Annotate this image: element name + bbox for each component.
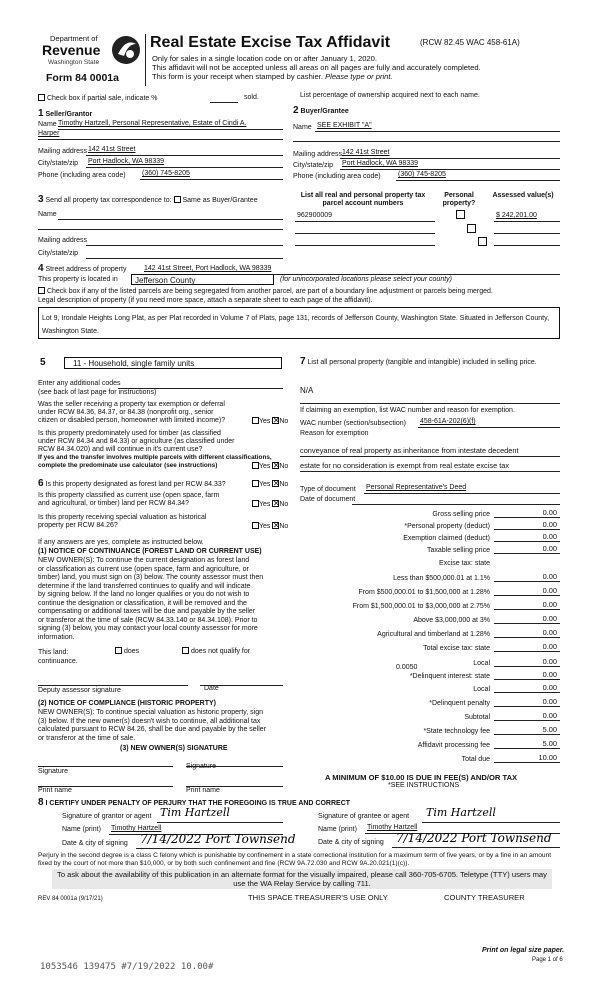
seller-num: 1 <box>38 108 44 119</box>
reason-field-1[interactable]: conveyance of real property as inheritance from intestate decedent <box>300 446 519 455</box>
parcel-col-header: List all real and personal property tax parcel account numbers <box>300 192 426 208</box>
additional-codes-note: (see back of last page for instructions) <box>38 389 157 396</box>
buyer-heading <box>293 105 349 117</box>
wac-number-label: WAC number (section/subsection) <box>300 420 406 427</box>
section3-city-label: City/state/zip <box>38 250 79 257</box>
q2-line-a: Is this property predominately used for timber (as classified <box>38 430 221 437</box>
calc-label: Agricultural and timberland at 1.28% <box>377 631 490 638</box>
additional-codes-label: Enter any additional codes <box>38 380 121 387</box>
perjury-notice: Perjury in the second degree is a class C felony which is punishable by confinement in a state correctional institution for a maximum term of five years, or by a fine in an amount fixed by the court of not more than $10,000, or by both such confinement and fine (RCW 9A.72.030 and RCW 9A.20.021(1)(c)). <box>38 852 552 867</box>
forest-question <box>38 478 226 490</box>
cu-line-b: and agricultural, or timber) land per RCW 84.34? <box>38 500 189 507</box>
seller-city-label: City/state/zip <box>38 160 79 167</box>
forest-no-label: No <box>279 481 289 488</box>
dept-line3: Washington State <box>48 59 100 66</box>
forest-yes-checkbox[interactable] <box>252 480 259 487</box>
p1-line: NEW OWNER(S): To continue the current designation as forest land <box>38 557 250 564</box>
calc-label: Affidavit processing fee <box>417 742 490 749</box>
treasurer-use-label: THIS SPACE TREASURER'S USE ONLY <box>248 893 388 902</box>
does-not-option <box>182 647 250 656</box>
segregated-label: Check box if any of the listed parcels are being segregated from another parcel, are part of a boundary line adjustment or parcels being merged. <box>46 288 493 295</box>
calc-label: Total excise tax: state <box>423 645 490 652</box>
hist-yes-label: Yes <box>259 523 271 530</box>
section3-name-label: Name <box>38 211 57 218</box>
dor-emblem-icon <box>110 34 142 66</box>
partial-sale-label: Check box if partial sale, indicate % <box>46 95 158 102</box>
q1-no-label: No <box>279 418 289 425</box>
section3-num: 3 <box>38 194 44 205</box>
deputy-assessor-label: Deputy assessor signature <box>38 687 121 694</box>
calc-label: Less than $500,000.01 at 1.1% <box>393 575 490 582</box>
calc-value[interactable]: 0.00 <box>542 657 557 666</box>
same-as-buyer-label: Same as Buyer/Grantee <box>182 197 258 204</box>
q1-line-c: citizen or disabled person, homeowner with limited income)? <box>38 417 226 424</box>
buyer-heading-text: Buyer/Grantee <box>300 108 349 115</box>
does-checkbox[interactable] <box>115 647 122 654</box>
p1-line: or classification as current use (open space, farm and agriculture, or <box>38 565 249 573</box>
assessed-value-field[interactable]: $ 242,201.00 <box>496 212 537 219</box>
county-value: Jefferson County <box>135 276 196 285</box>
q1-line-b: under RCW 84.36, 84.37, or 84.38 (nonprofit org., senior <box>38 409 214 416</box>
calc-value[interactable]: 0.00 <box>542 508 557 517</box>
hist-yes-checkbox[interactable] <box>252 522 259 529</box>
p1-line: by signing below. If the land no longer qualifies or you do not wish to <box>38 591 250 598</box>
calc-value[interactable]: 0.00 <box>542 697 557 706</box>
county-treasurer-label: COUNTY TREASURER <box>444 893 525 902</box>
seller-heading <box>38 108 92 120</box>
calc-value[interactable]: 0.00 <box>542 642 557 651</box>
dor-logo <box>38 34 143 86</box>
section3-heading <box>38 194 258 206</box>
buyer-city-field[interactable]: Port Hadlock, WA 98339 <box>342 160 419 167</box>
calc-label: From $500,000.01 to $1,500,000 at 1.28% <box>358 589 490 596</box>
buyer-num: 2 <box>293 105 299 116</box>
new-owner-print-1-label: Print name <box>38 787 72 794</box>
wac-number-field[interactable]: 458-61A-202(6)(f) <box>420 418 476 425</box>
calc-label: Gross selling price <box>432 511 490 518</box>
cu-no-checkbox[interactable] <box>272 500 279 507</box>
calc-value[interactable]: 0.00 <box>542 614 557 623</box>
assessed-col-header: Assessed value(s) <box>492 192 554 199</box>
current-use-question <box>38 492 219 508</box>
forest-question-text: Is this property designated as forest land per RCW 84.33? <box>45 481 226 488</box>
this-land-label: This land: <box>38 649 69 656</box>
does-not-checkbox[interactable] <box>182 647 189 654</box>
seller-city-field[interactable]: Port Hadlock, WA 98339 <box>88 158 165 165</box>
seller-phone-label: Phone (including area code) <box>38 172 126 179</box>
grantee-date-label: Date & city of signing <box>318 839 384 846</box>
hist-no-label: No <box>279 523 289 530</box>
sold-label: sold. <box>244 94 259 101</box>
dept-line1: Department of <box>50 34 98 43</box>
grantor-signature-label: Signature of grantor or agent <box>62 813 152 820</box>
personal-col-header: Personal property? <box>442 192 476 208</box>
calc-value[interactable]: 0.00 <box>542 520 557 529</box>
calc-label: *Delinquent penalty <box>429 700 490 707</box>
recording-stamp: 1053546 139475 #7/19/2022 10.00# <box>40 962 214 972</box>
calc-label: *State technology fee <box>423 728 490 735</box>
grantee-name-label: Name (print) <box>318 826 357 833</box>
seller-name-field[interactable]: Timothy Hartzell, Personal Representative, Estate of Cindi A. <box>58 120 247 127</box>
reason-field-2[interactable]: estate for no consideration is exempt from real estate excise tax <box>300 461 510 470</box>
calc-value[interactable]: 0.00 <box>542 544 557 553</box>
q2-yes-label: Yes <box>259 463 271 470</box>
grantee-signature-label: Signature of grantee or agent <box>318 813 410 820</box>
personal-property-field[interactable]: N/A <box>300 386 314 395</box>
street-address-field[interactable]: 142 41st Street, Port Hadlock, WA 98339 <box>144 265 272 272</box>
cu-yes-label: Yes <box>259 501 271 508</box>
section7-num: 7 <box>300 356 306 367</box>
form-number: Form 84 0001a <box>46 72 119 84</box>
calc-value[interactable]: 0.00 <box>542 532 557 541</box>
section5-num: 5 <box>40 357 46 368</box>
doc-type-field[interactable]: Personal Representative's Deed <box>366 484 467 491</box>
seller-heading-text: Seller/Grantor <box>45 111 93 118</box>
buyer-phone-field[interactable]: (360) 745-8205 <box>398 171 446 178</box>
q2-line-b: under RCW 84.34 and 84.33) or agriculture (as classified under <box>38 438 235 445</box>
buyer-phone-label: Phone (including area code) <box>293 173 381 180</box>
partial-sale-checkbox[interactable] <box>38 94 45 101</box>
calc-value[interactable]: 0.00 <box>542 600 557 609</box>
calc-label: Local <box>473 686 490 693</box>
p2-line: (3) below. If the new owner(s) doesn't wish to continue, all additional tax <box>38 717 261 725</box>
p1-line: compensating or additional taxes will be due and payable by the seller <box>38 608 256 615</box>
accessibility-notice: To ask about the availability of this publication in an alternate format for the visually impaired, please call 360-705-6705. Teletype (TTY) users may use the WA Relay Service by calling 711. <box>52 869 552 889</box>
grantee-date-city[interactable]: 7/14/2022 Port Townsend <box>396 831 552 845</box>
q1-line-a: Was the seller receiving a property tax exemption or deferral <box>38 401 225 408</box>
new-owner-print-2-label: Print name <box>186 787 220 794</box>
page-number: Page 1 of 6 <box>532 957 563 963</box>
section6-num: 6 <box>38 478 44 489</box>
calc-label: *Personal property (deduct) <box>404 523 490 530</box>
seller-name-label: Name <box>38 121 57 128</box>
partial-sale-row <box>38 94 157 103</box>
historic-answers <box>252 522 288 531</box>
q2-line-c: RCW 84.34.020) and will continue in it's current use? <box>38 446 203 453</box>
p1-line: signing (3) below, you may contact your local county assessor for more <box>38 625 258 632</box>
seller-mailing-field[interactable]: 142 41st Street <box>88 146 136 153</box>
land-use-code-value: 11 - Household, single family units <box>73 359 195 368</box>
parcel-number-field[interactable]: 962900009 <box>297 212 333 219</box>
calc-value[interactable]: 0.00 <box>542 586 557 595</box>
subtitle-3-italic: Please type or print. <box>325 72 393 81</box>
q1-yes-label: Yes <box>259 418 271 425</box>
section4-num: 4 <box>38 263 44 274</box>
historic-question <box>38 514 206 530</box>
located-in-label: This property is located in <box>38 276 118 283</box>
minimum-due: A MINIMUM OF $10.00 IS DUE IN FEE(S) AND/OR TAX <box>325 773 518 782</box>
does-option <box>115 647 139 656</box>
subtitle-2: This affidavit will not be accepted unless all areas on all pages are fully and accurately completed. <box>152 63 481 72</box>
legal-paper-note: Print on legal size paper. <box>482 947 565 954</box>
calc-value[interactable]: 0.00 <box>542 670 557 679</box>
seller-mailing-label: Mailing address <box>38 148 88 155</box>
hist-line-b: property per RCW 84.26? <box>38 522 118 529</box>
county-select[interactable] <box>131 274 274 285</box>
reason-label: Reason for exemption <box>300 430 369 437</box>
calc-label: Total due <box>461 756 490 763</box>
personal-property-checkbox-3[interactable] <box>478 237 487 246</box>
new-owner-signature-2-label: Signature <box>186 763 216 770</box>
p1-line: timber) land, you must sign on (3) below. The county assessor must then <box>38 574 264 581</box>
subtitle-3 <box>152 72 393 81</box>
dept-line2: Revenue <box>42 42 101 58</box>
p1-line: information. <box>38 633 75 641</box>
street-label: Street address of property <box>45 266 127 273</box>
notice-compliance-heading: (2) NOTICE OF COMPLIANCE (HISTORIC PROPERTY) <box>38 700 216 707</box>
county-note: (for unincorporated locations please select your county) <box>280 276 452 283</box>
q1-no-checkbox[interactable] <box>272 417 279 424</box>
section8-num: 8 <box>38 797 44 808</box>
p1-line: determine if the land transferred continues to qualify and will indicate <box>38 582 251 590</box>
forest-answers <box>252 480 288 489</box>
q1-answers <box>252 417 288 426</box>
deputy-date-label: Date <box>204 685 219 692</box>
exemption-label: If claiming an exemption, list WAC number and reason for exemption. <box>300 407 515 414</box>
calc-label: Subtotal <box>464 714 490 721</box>
calc-label: Local <box>473 660 490 667</box>
doc-date-label: Date of document <box>300 496 356 503</box>
forest-no-checkbox[interactable] <box>272 480 279 487</box>
cu-no-label: No <box>279 501 289 508</box>
buyer-mailing-field[interactable]: 142 41st Street <box>342 149 390 156</box>
section4-street-row <box>38 263 126 275</box>
form-title: Real Estate Excise Tax Affidavit <box>150 34 391 51</box>
buyer-mailing-label: Mailing address <box>293 151 343 158</box>
calc-value[interactable]: 0.00 <box>542 628 557 637</box>
q2-line-d: If yes and the transfer involves multiple parcels with different classifications, <box>38 454 272 461</box>
rcw-reference: (RCW 82.45 WAC 458-61A) <box>420 38 520 47</box>
continuance-label: continuance. <box>38 658 78 665</box>
section3-mailing-label: Mailing address <box>38 237 88 244</box>
grantor-name-label: Name (print) <box>62 826 101 833</box>
does-label: does <box>123 648 140 655</box>
calc-value[interactable]: 5.00 <box>542 725 557 734</box>
new-owner-signature-heading: (3) NEW OWNER(S) SIGNATURE <box>120 745 228 752</box>
hist-no-checkbox[interactable] <box>272 522 279 529</box>
buyer-city-label: City/state/zip <box>293 162 334 169</box>
land-use-code-select[interactable] <box>64 357 282 369</box>
if-any-yes: If any answers are yes, complete as instructed below. <box>38 539 204 546</box>
certify-text: I CERTIFY UNDER PENALTY OF PERJURY THAT THE FOREGOING IS TRUE AND CORRECT <box>45 800 351 807</box>
notice-compliance-body <box>38 709 266 743</box>
p1-line: continue the designation or classification, it will be removed and the <box>38 599 247 607</box>
current-use-answers <box>252 500 288 509</box>
p2-line: NEW OWNER(S): To continue special valuation as historic property, sign <box>38 709 263 716</box>
calc-label: *Delinquent interest: state <box>409 673 490 680</box>
segregated-row <box>38 287 493 296</box>
buyer-name-field[interactable]: SEE EXHIBIT "A" <box>317 122 372 129</box>
calc-value[interactable]: 0.00 <box>542 711 557 720</box>
buyer-name-label: Name <box>293 124 312 131</box>
grantee-signature[interactable]: Tim Hartzell <box>426 806 496 819</box>
grantor-signature[interactable]: Tim Hartzell <box>160 806 230 819</box>
calc-label: Taxable selling price <box>426 547 490 554</box>
calc-label: Excise tax: state <box>439 560 490 567</box>
seller-phone-field[interactable]: (360) 745-8205 <box>142 170 190 177</box>
calc-label: Above $3,000,000 at 3% <box>413 617 490 624</box>
grantee-name-field[interactable]: Timothy Hartzell <box>367 824 418 831</box>
doc-type-label: Type of document <box>300 486 356 493</box>
q2-no-label: No <box>279 463 289 470</box>
subtitle-1: Only for sales in a single location code on or after January 1, 2020. <box>152 54 377 63</box>
exemption-question <box>38 401 225 425</box>
see-instructions: *SEE INSTRUCTIONS <box>388 782 460 789</box>
calc-label: From $1,500,000.01 to $3,000,000 at 2.75% <box>352 603 490 610</box>
timber-question <box>38 430 272 470</box>
ownership-note: List percentage of ownership acquired next to each name. <box>300 92 480 99</box>
cu-line-a: Is this property classified as current use (open space, farm <box>38 492 220 499</box>
q2-answers <box>252 462 288 471</box>
same-as-buyer-checkbox[interactable] <box>174 196 181 203</box>
seller-name-field-2[interactable]: Harper <box>38 130 60 137</box>
segregated-checkbox[interactable] <box>38 287 45 294</box>
legal-description-text: Lot 9, Irondale Heights Long Plat, as per Plat recorded in Volume 7 of Plats, page 131, records of Jefferson County, Washington State. Situated in Jefferson County, Washington State. <box>42 315 550 335</box>
new-owner-signature-1-label: Signature <box>38 768 68 775</box>
notice-continuance-body <box>38 557 293 642</box>
q1-yes-checkbox[interactable] <box>252 417 259 424</box>
q2-no-checkbox[interactable] <box>272 462 279 469</box>
cu-yes-checkbox[interactable] <box>252 500 259 507</box>
calc-value[interactable]: 10.00 <box>538 753 557 762</box>
calc-value[interactable]: 0.00 <box>542 572 557 581</box>
p2-line: or transferor at the time of sale. <box>38 734 136 742</box>
section7-heading <box>300 357 562 367</box>
section3-label: Send all property tax correspondence to: <box>45 197 172 204</box>
forest-yes-label: Yes <box>259 481 271 488</box>
p2-line: calculated pursuant to RCW 84.26, shall be due and payable by the seller <box>38 726 267 733</box>
calc-label: Exemption claimed (deduct) <box>403 535 490 542</box>
notice-continuance-heading: (1) NOTICE OF CONTINUANCE (FOREST LAND OR CURRENT USE) <box>38 548 262 555</box>
p1-line: or transferor at the time of sale (RCW 84.33.140 or 84.34.108). Prior to <box>38 616 258 624</box>
grantor-date-city[interactable]: 7/14/2022 Port Townsend <box>140 832 296 846</box>
legal-description-label: Legal description of property (if you need more space, attach a separate sheet to each page of the affidavit). <box>38 297 373 304</box>
grantor-name-field[interactable]: Timothy Hartzell <box>111 825 162 832</box>
personal-property-checkbox-1[interactable] <box>456 210 465 219</box>
section7-label: List all personal property (tangible and intangible) included in selling price. <box>307 359 537 366</box>
revision-label: REV 84 0001a (9/17/21) <box>38 896 103 902</box>
q2-yes-checkbox[interactable] <box>252 462 259 469</box>
local-rate-value: 0.0050 <box>396 664 418 671</box>
subtitle-3-text: This form is your receipt when stamped by cashier. <box>152 72 323 81</box>
hist-line-a: Is this property receiving special valuation as historical <box>38 514 207 521</box>
does-not-label: does not qualify for <box>190 648 251 655</box>
calc-value[interactable]: 5.00 <box>542 739 557 748</box>
calc-value[interactable]: 0.00 <box>542 683 557 692</box>
q2-line-e: complete the predominate use calculator (see instructions) <box>38 462 218 469</box>
personal-property-checkbox-2[interactable] <box>467 224 476 233</box>
grantor-date-label: Date & city of signing <box>62 840 128 847</box>
legal-description-field[interactable] <box>38 307 560 339</box>
